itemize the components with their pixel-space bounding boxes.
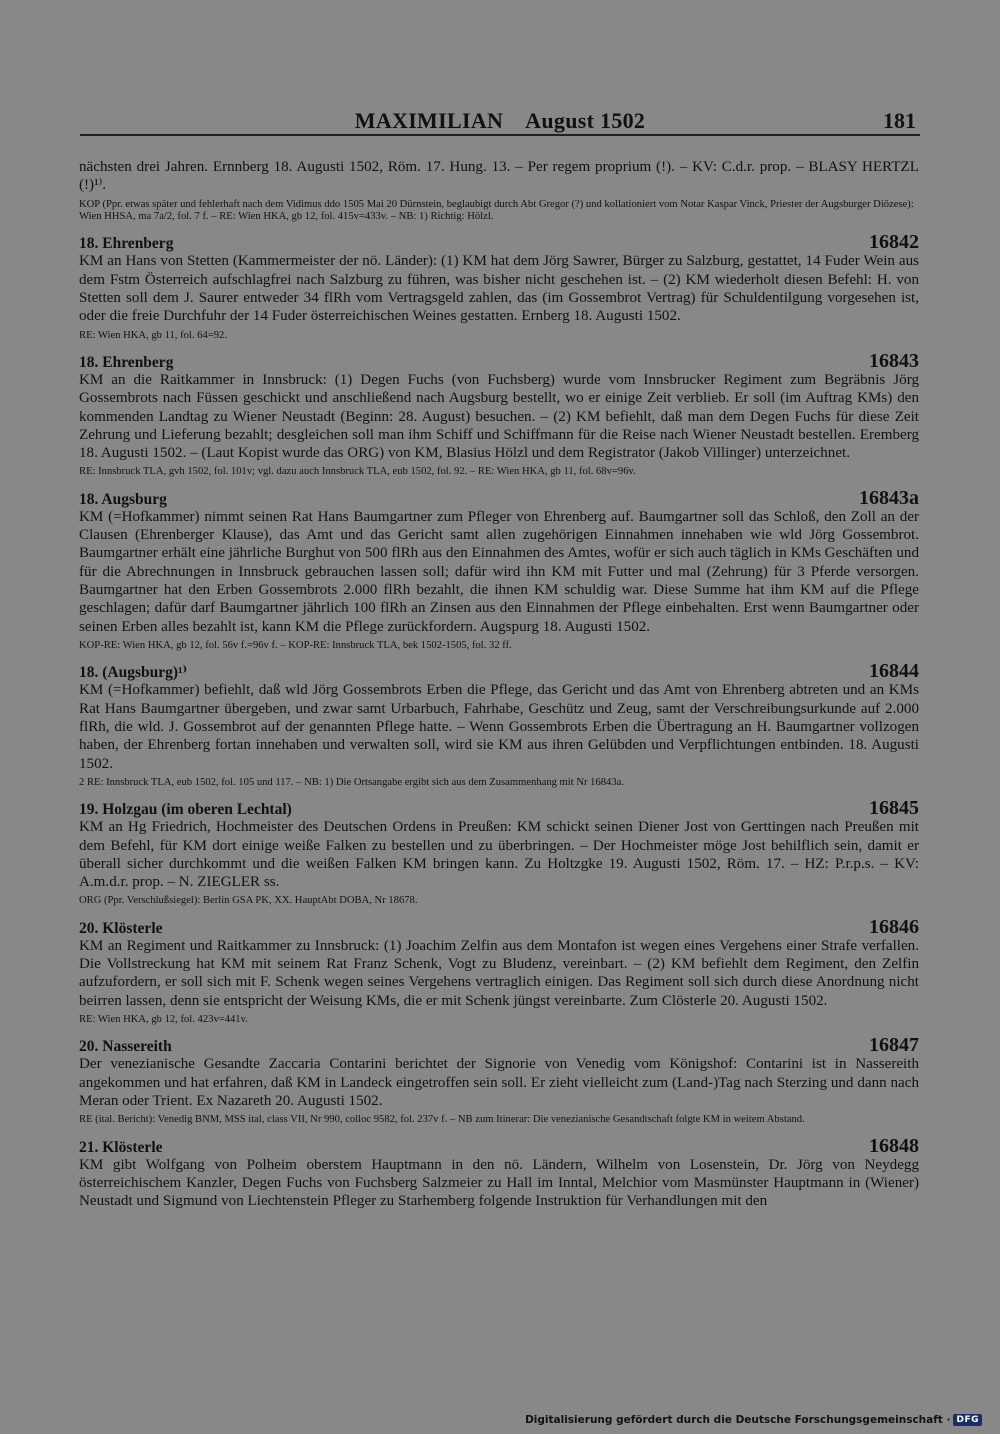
entry-number: 16842: [869, 231, 919, 254]
entry-date-place: 18. Augsburg: [79, 490, 167, 508]
entry-heading: [79, 352, 919, 371]
entry-body: KM an Regiment und Raitkammer zu Innsbruck: (1) Joachim Zelfin aus dem Montafon ist wegen eines Vergehens einer Strafe verfallen. Die Vollstreckung hat KM mit seinem Rat Franz Schenk, Vogt zu Bludenz, vereinbart. – (2) KM befiehlt dem Regiment, den Zelfin aufzufordern, er soll sich mit F. Schenk wegen seines Vergehens vertraglich einigen. Das Regiment soll sich durch diese Anordnung nicht beirren lassen, denn sie entspricht der Weisung KMs, die er mit Schenk jüngst vereinbarte. Zum Clösterle 20. Augusti 1502.: [79, 937, 919, 1009]
entry-note: RE: Wien HKA, gb 12, fol. 423v=441v.: [79, 1014, 248, 1026]
entry-number: 16846: [869, 915, 919, 938]
entry-body: KM an Hg Friedrich, Hochmeister des Deutschen Ordens in Preußen: KM schickt seinen Diener Jost von Gerttingen nach Preußen mit dem Befehl, für KM dort einige weiße Falken zu bestellen und zu überbringen. – Der Hochmeister möge Jost behilflich sein, damit er überall sicher durchkommt und die weißen Falken KM bringen kann. Zu Holtzgke 19. Augusti 1502, Röm. 17. – HZ: P.r.p.s. – KV: A.m.d.r. prop. – N. ZIEGLER ss.: [79, 819, 919, 891]
footer-text: Digitalisierung gefördert durch die Deutsche Forschungsgemeinschaft ·: [525, 1414, 951, 1426]
entry-number: 16848: [869, 1134, 919, 1157]
entry-date-place: 19. Holzgau (im oberen Lechtal): [79, 801, 292, 819]
entry-number: 16845: [869, 797, 919, 820]
entry-note: ORG (Ppr. Verschlußsiegel): Berlin GSA PK, XX. HauptAbt DOBA, Nr 18678.: [79, 895, 418, 907]
entry-heading: [79, 1134, 919, 1157]
entry-body: KM an Hans von Stetten (Kammermeister der nö. Länder): (1) KM hat dem Jörg Sawrer, Bürger zu Salzburg, gestattet, 14 Fuder Wein aus dem Fstm Österreich aufschlagfrei nach Salzburg zu führen, was bisher nicht geschehen ist. – (2) KM wiederholt diesen Befehl: H. von Stetten soll dem J. Saurer entweder 34 flRh vom Vertragsgeld zahlen, das (im Gossembrot Vertrag) für Schuldentilgung vorgesehen ist, oder die freie Durchfuhr der 14 Fuder österreichischen Weines gestatten. Ernberg 18. Augusti 1502.: [79, 253, 919, 325]
entry-body: Der venezianische Gesandte Zaccaria Contarini berichtet der Signorie von Venedig vom Königshof: Contarini ist in Nassereith angekommen und hat erfahren, daß KM in Landeck eingetroffen sein soll. Er zieht vielleicht zum (Land-)Tag nach Sterzing und dann nach Meran oder Trient. Ex Nazareth 20. Augusti 1502.: [79, 1056, 919, 1110]
entry-heading: [79, 662, 919, 681]
entry-note: RE: Wien HKA, gb 11, fol. 64=92.: [79, 329, 227, 341]
entry-heading: [79, 1036, 919, 1055]
entry-note: RE: Innsbruck TLA, gvh 1502, fol. 101v; vgl. dazu auch Innsbruck TLA, eub 1502, fol. 92. – RE: Wien HKA, gb 11, fol. 68v=96v.: [79, 466, 636, 478]
intro-note: KOP (Ppr. etwas später und fehlerhaft nach dem Vidimus ddo 1505 Mai 20 Dürnstein, beglaubigt durch Abt Gregor (?) und kollationiert vom Notar Kaspar Vinck, Priester der Augsburger Diözese): Wien HHSA, ma 7a/2, fol. 7 f. – RE: Wien HKA, gb 12, fol. 415v=433v. – NB: 1) Richtig: Hölzl.: [79, 198, 914, 222]
entry-date-place: 18. Ehrenberg: [79, 354, 174, 371]
digitization-footer: [525, 1414, 982, 1426]
entry-heading: [79, 799, 919, 818]
entry-16842: [79, 233, 919, 342]
header-rule: [80, 134, 920, 136]
entry-note: RE (ital. Bericht): Venedig BNM, MSS ital, class VII, Nr 990, colloc 9582, fol. 237v f. – NB zum Itinerar: Die venezianische Gesandtschaft folgte KM in weitem Abstand.: [79, 1114, 805, 1126]
entry-16848: [79, 1134, 919, 1211]
entry-16845: [79, 799, 919, 908]
entry-body: KM an die Raitkammer in Innsbruck: (1) Degen Fuchs (von Fuchsberg) wurde vom Innsbrucker Regiment zum Begräbnis Jörg Gossembrots nach Füssen geschickt und anschließend nach Augsburg bestellt, wo er einige Zeit verblieb. Er soll (im Auftrag KMs) den kommenden Landtag zu Wiener Neustadt (Beginn: 28. August) besuchen. – (2) KM befiehlt, daß man dem Degen Fuchs für diese Zeit Zehrung und Lieferung bezahlt; desgleichen soll man ihm Schiff und Schiffmann für die Reise nach Wiener Neustadt bestellen. Eremberg 18. Augusti 1502. – (Laut Kopist wurde das ORG) von KM, Blasius Hölzl und dem Registrator (Jakob Villinger) unterzeichnet.: [79, 372, 919, 462]
entry-body: KM (=Hofkammer) befiehlt, daß wld Jörg Gossembrots Erben die Pflege, das Gericht und das Amt von Ehrenberg abtreten und an KMs Rat Hans Baumgartner übergeben, und zwar samt Urbarbuch, Fahrhabe, Geschütz und Zeug, samt der Verschreibungsurkunde auf 2.000 flRh, die wld. J. Gossembrot auf der genannten Pflege hatte. – Wenn Gossembrots Erben die Übertragung an H. Baumgartner vollzogen haben, der Ehrenberg fortan innehaben und verwalten soll, wird sie KM aus ihren Gelübden und Verpflichtungen entbinden. 18. Augusti 1502.: [79, 682, 919, 772]
entry-date-place: 20. Klösterle: [79, 919, 163, 937]
entry-heading: [79, 915, 919, 938]
entry-note: KOP-RE: Wien HKA, gb 12, fol. 56v f.=96v f. – KOP-RE: Innsbruck TLA, bek 1502-1505, fol. 32 ff.: [79, 639, 512, 651]
entry-body: KM gibt Wolfgang von Polheim oberstem Hauptmann in den nö. Ländern, Wilhelm von Losenstein, Dr. Jörg von Neydegg österreichischem Kanzler, Degen Fuchs von Fuchsberg Salzmeier zu Hall im Inntal, Melchior vom Masmünster Hauptmann in (Wiener) Neustadt und Sigmund von Liechtenstein Pfleger zu Starhemberg folgende Instruktion für Verhandlungen mit den: [79, 1156, 919, 1210]
entry-16843: [79, 352, 919, 479]
running-title: MAXIMILIAN August 1502: [354, 108, 646, 133]
dfg-logo[interactable]: DFG: [953, 1414, 982, 1426]
entry-number: 16843a: [859, 486, 919, 509]
entry-date-place: 20. Nassereith: [79, 1038, 172, 1056]
entry-16846: [79, 915, 919, 1027]
entry-number: 16844: [869, 660, 919, 683]
entry-date-place: 18. Ehrenberg: [79, 235, 174, 253]
entry-16847: [79, 1036, 919, 1126]
page-number: 181: [883, 108, 916, 133]
entry-16844: [79, 662, 919, 789]
entry-16843a: [79, 486, 919, 652]
entry-heading: [79, 486, 919, 509]
entry-body: KM (=Hofkammer) nimmt seinen Rat Hans Baumgartner zum Pfleger von Ehrenberg auf. Baumgartner soll das Schloß, den Zoll an der Clausen (Ehrenberger Klause), das Amt und das Gericht samt allen zugehörigen Einnahmen innehaben wie wld Jörg Gossembrot. Baumgartner erhält eine jährliche Burghut von 500 flRh aus den Einnahmen des Amtes, wofür er sich auch täglich in KMs Geschäften und für die Abrechnungen in Innsbruck gebrauchen lassen soll; dafür wird ihn KM mit Futter und mal (Zehrung) für 3 Pferde versorgen. Baumgartner hat den Erben Gossembrots 2.000 flRh bezahlt, die ihnen KM schuldig war. Diese Summe hat ihm KM auf die Pflege geschlagen; dafür darf Baumgartner jährlich 100 flRh an Zinsen aus den Einnahmen der Pflege einbehalten. Erst wenn Baumgartner oder seinen Erben alles bezahlt ist, kann KM die Pflege zurückfordern. Augspurg 18. Augusti 1502.: [79, 508, 919, 635]
entry-heading: [79, 233, 919, 252]
entry-number: 16847: [869, 1034, 919, 1057]
entry-date-place: 21. Klösterle: [79, 1138, 163, 1156]
intro-text: nächsten drei Jahren. Ernnberg 18. Augusti 1502, Röm. 17. Hung. 13. – Per regem proprium (!). – KV: C.d.r. prop. – BLASY HERTZL (!)¹⁾.: [79, 159, 919, 194]
entry-number: 16843: [869, 350, 919, 372]
page-content: [79, 158, 919, 1211]
entry-note: 2 RE: Innsbruck TLA, eub 1502, fol. 105 und 117. – NB: 1) Die Ortsangabe ergibt sich aus dem Zusammenhang mit Nr 16843a.: [79, 776, 624, 788]
entry-date-place: 18. (Augsburg)¹⁾: [79, 664, 188, 682]
